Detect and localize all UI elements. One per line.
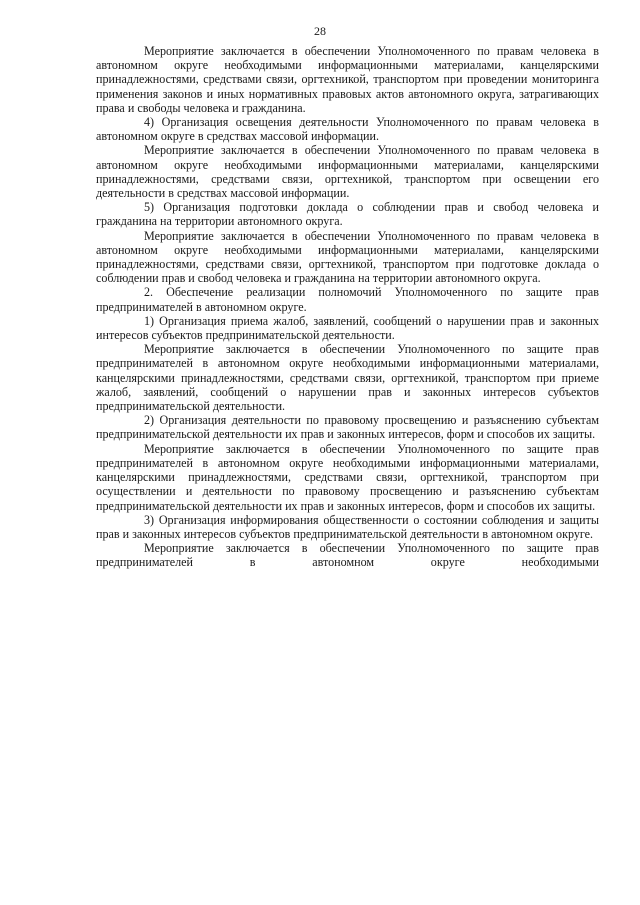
paragraph: Мероприятие заключается в обеспечении Уполномоченного по защите прав предпринимателей в автономном округе необходимыми информационными материалами, канцелярскими принадлежностями, средствами связи, оргтехникой, транспортом при приеме жалоб, заявлений, сообщений о нарушении прав и законных интересов субъектов предпринимательской деятельности. <box>96 342 599 414</box>
paragraph: Мероприятие заключается в обеспечении Уполномоченного по защите прав предпринимателей в автономном округе необходимыми <box>96 541 599 570</box>
paragraph: Мероприятие заключается в обеспечении Уполномоченного по правам человека в автономном округе необходимыми информационными материалами, канцелярскими принадлежностями, средствами связи, оргтехникой, транспортом при проведении мониторинга применения законов и иных нормативных правовых актов автономного округа, затрагивающих права и свободы человека и гражданина. <box>96 44 599 115</box>
paragraph: Мероприятие заключается в обеспечении Уполномоченного по правам человека в автономном округе необходимыми информационными материалами, канцелярскими принадлежностями, средствами связи, оргтехникой, транспортом при освещении его деятельности в средствах массовой информации. <box>96 143 599 201</box>
paragraph: 1) Организация приема жалоб, заявлений, сообщений о нарушении прав и законных интересов субъектов предпринимательской деятельности. <box>96 313 599 343</box>
paragraph: 4) Организация освещения деятельности Уполномоченного по правам человека в автономном округе в средствах массовой информации. <box>96 115 599 144</box>
paragraph: 2) Организация деятельности по правовому просвещению и разъяснению субъектам предпринимательской деятельности их прав и законных интересов, форм и способов их защиты. <box>96 413 599 442</box>
paragraph: 2. Обеспечение реализации полномочий Уполномоченного по защите прав предпринимателей в автономном округе. <box>96 285 599 314</box>
paragraph: Мероприятие заключается в обеспечении Уполномоченного по правам человека в автономном округе необходимыми информационными материалами, канцелярскими принадлежностями, средствами связи, оргтехникой, транспортом при подготовке доклада о соблюдении прав и свобод человека и гражданина на территории автономного округа. <box>96 228 599 286</box>
paragraph: 3) Организация информирования общественности о состоянии соблюдения и защиты прав и законных интересов субъектов предпринимательской деятельности в автономном округе. <box>96 512 599 541</box>
page-number: 28 <box>314 24 326 38</box>
document-body <box>96 44 599 570</box>
paragraph: Мероприятие заключается в обеспечении Уполномоченного по защите прав предпринимателей в автономном округе необходимыми информационными материалами, канцелярскими принадлежностями, средствами связи, оргтехникой, транспортом при осуществлении и деятельности по правовому просвещению и разъяснению субъектам предпринимательской деятельности их прав и законных интересов, форм и способов их защиты. <box>96 441 599 513</box>
paragraph: 5) Организация подготовки доклада о соблюдении прав и свобод человека и гражданина на территории автономного округа. <box>96 200 599 229</box>
